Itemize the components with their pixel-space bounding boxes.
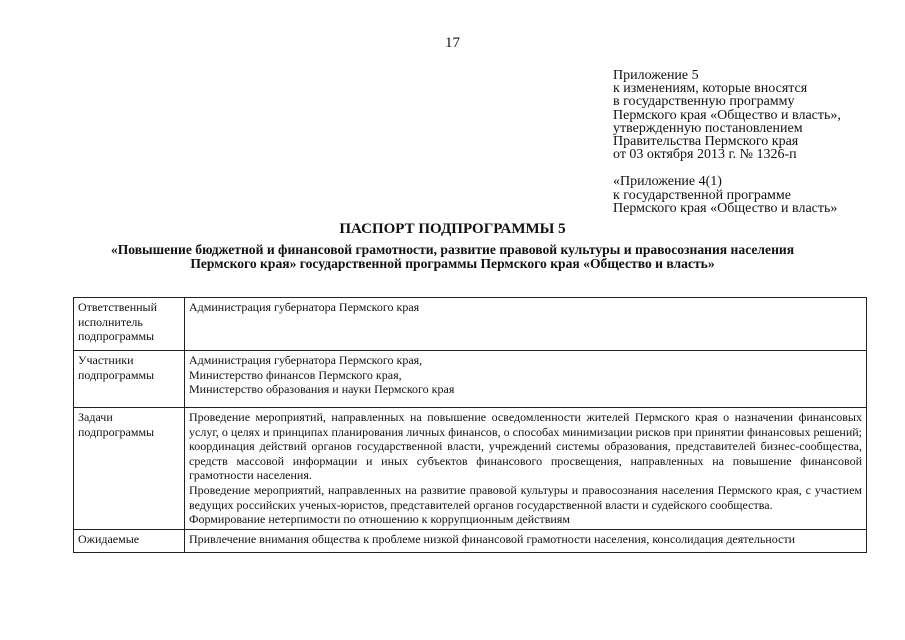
appendix-line: от 03 октября 2013 г. № 1326-п (613, 147, 797, 163)
appendix-line: Приложение 5 (613, 68, 699, 83)
content-line: Администрация губернатора Пермского края, (189, 353, 423, 367)
row-content: Привлечение внимания общества к проблеме низкой финансовой грамотности населения, консолидация деятельности (185, 529, 867, 552)
subtitle-line: Пермского края» государственной программы Пермского края «Общество и власть» (190, 256, 715, 271)
appendix-line: Пермского края «Общество и власть», (613, 107, 841, 123)
table-row (74, 298, 867, 351)
table-row (74, 529, 867, 552)
appendix-sub-line: к государственной программе (613, 187, 791, 203)
appendix-line: утвержденную постановлением (613, 120, 803, 136)
row-content (185, 351, 867, 408)
content-paragraph: Формирование нетерпимости по отношению к коррупционным действиям (189, 512, 570, 527)
content-paragraph: Проведение мероприятий, направленных на развитие правовой культуры и правосознания населения Пермского края, с участием ведущих российских ученых-юристов, представителей органов государственной власти и судейского сообщества. (189, 482, 862, 512)
appendix-sub-line: Пермского края «Общество и власть» (613, 200, 838, 216)
table-row (74, 351, 867, 408)
row-content (185, 408, 867, 530)
row-label: Ответственный исполнитель подпрограммы (74, 298, 185, 351)
page-number: 17 (445, 35, 460, 51)
row-label: Участники подпрограммы (74, 351, 185, 408)
passport-table (73, 297, 867, 553)
content-line: Министерство образования и науки Пермского края (189, 382, 455, 397)
appendix-line: в государственную программу (613, 94, 795, 110)
appendix-line: к изменениям, которые вносятся (613, 81, 808, 97)
document-title: ПАСПОРТ ПОДПРОГРАММЫ 5 (339, 221, 566, 237)
content-paragraph: Проведение мероприятий, направленных на повышение осведомленности жителей Пермского края о назначении финансовых услуг, о целях и принципах планирования личных финансов, о способах минимизации рисков при принятии финансовых решений; координация действий органов государственной власти, учреждений системы образования, представителей бизнес-сообщества, средств массовой информации и иных субъектов финансового просвещения, направленных на повышение финансовой грамотности населения. (189, 410, 862, 483)
appendix-line: Правительства Пермского края (613, 134, 799, 150)
document-subtitle (40, 243, 865, 271)
row-content (185, 298, 867, 351)
subtitle-line: «Повышение бюджетной и финансовой грамотности, развитие правовой культуры и правосознания населения (110, 242, 795, 257)
content-line: Администрация губернатора Пермского края (189, 300, 420, 314)
content-line: Министерство финансов Пермского края, (189, 367, 402, 382)
appendix-sub-line: «Приложение 4(1) (613, 174, 722, 190)
row-label: Задачи подпрограммы (74, 408, 185, 530)
appendix-header (613, 69, 841, 215)
row-label: Ожидаемые (74, 529, 185, 552)
table-row (74, 408, 867, 530)
